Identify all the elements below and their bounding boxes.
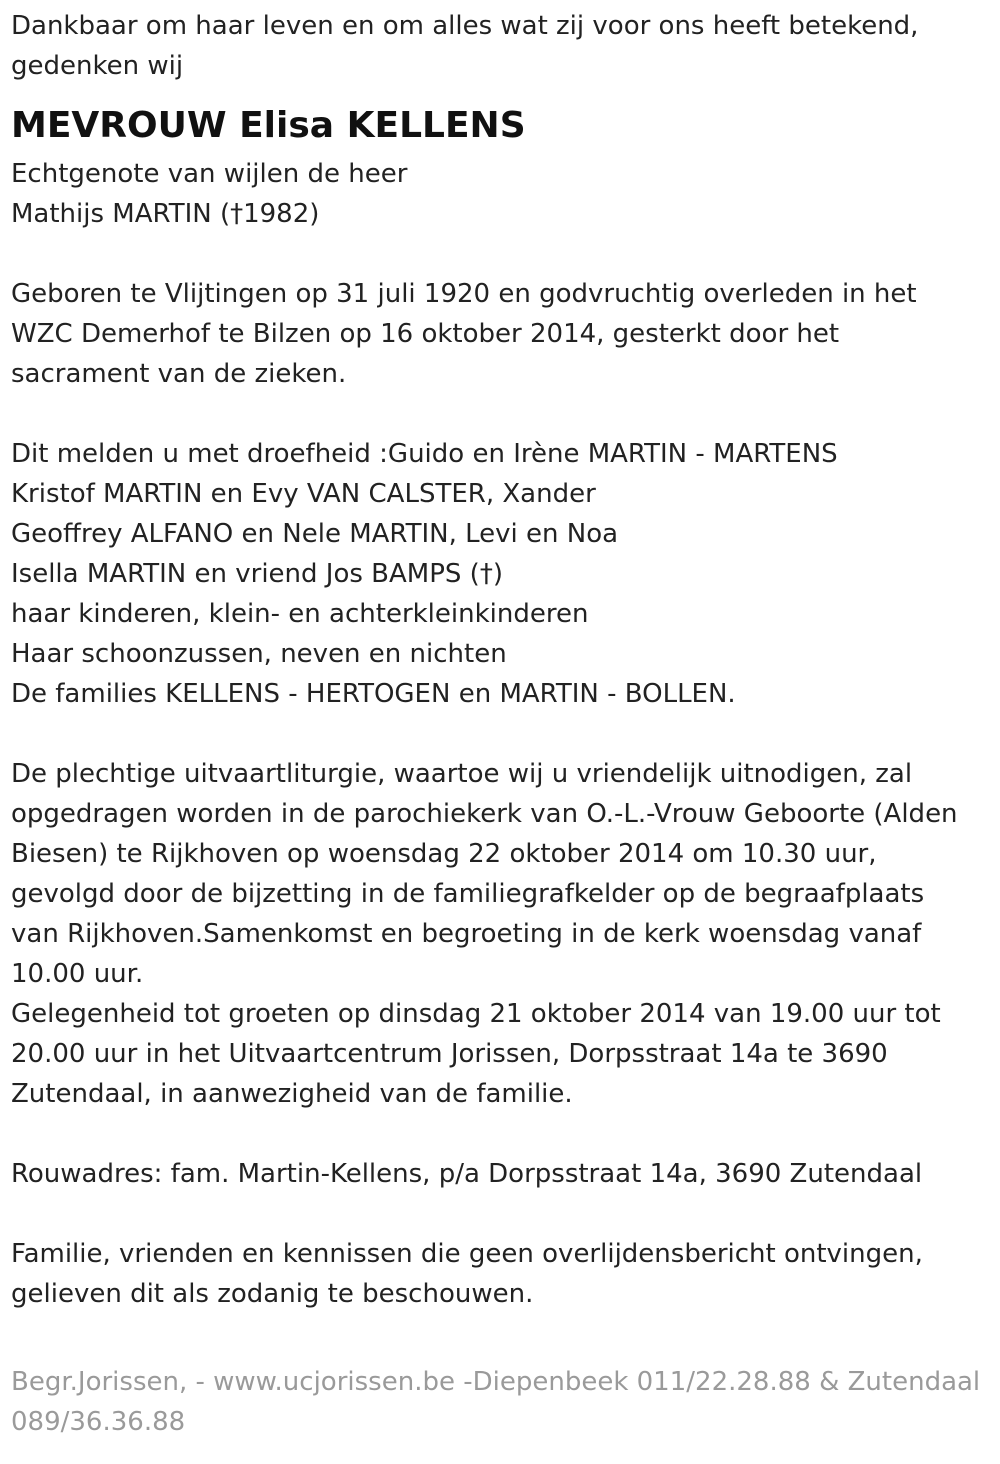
notice-line: gelieven dit als zodanig te beschouwen.: [11, 1279, 534, 1309]
birth-death-line: WZC Demerhof te Bilzen op 16 oktober 2014, gesterkt door het: [11, 319, 840, 349]
funeral-line: Gelegenheid tot groeten op dinsdag 21 oktober 2014 van 19.00 uur tot: [11, 999, 941, 1029]
spouse-line: Echtgenote van wijlen de heer: [11, 159, 408, 189]
family-text: [11, 434, 989, 714]
funeral-line: opgedragen worden in de parochiekerk van O.-L.-Vrouw Geboorte (Alden: [11, 799, 958, 829]
birth-death-text: [11, 274, 989, 394]
birth-death-line: sacrament van de zieken.: [11, 359, 347, 389]
spacer: [11, 714, 989, 754]
footer-line: Begr.Jorissen, - www.ucjorissen.be -Diepenbeek 011/22.28.88 & Zutendaal: [11, 1367, 981, 1397]
funeral-home-footer: [11, 1362, 989, 1442]
family-line: haar kinderen, klein- en achterkleinkinderen: [11, 599, 589, 629]
family-line: Haar schoonzussen, neven en nichten: [11, 639, 507, 669]
family-line: Dit melden u met droefheid :Guido en Irène MARTIN - MARTENS: [11, 439, 838, 469]
spacer: [11, 1314, 989, 1354]
notice-text: [11, 1234, 989, 1314]
spouse-line: Mathijs MARTIN (†1982): [11, 199, 320, 229]
spacer: [11, 1114, 989, 1154]
spacer: [11, 234, 989, 274]
family-line: Geoffrey ALFANO en Nele MARTIN, Levi en Noa: [11, 519, 619, 549]
birth-death-line: Geboren te Vlijtingen op 31 juli 1920 en godvruchtig overleden in het: [11, 279, 917, 309]
intro-text: [11, 6, 989, 86]
funeral-line: De plechtige uitvaartliturgie, waartoe wij u vriendelijk uitnodigen, zal: [11, 759, 913, 789]
spouse-text: [11, 154, 989, 234]
funeral-line: 10.00 uur.: [11, 959, 144, 989]
funeral-line: gevolgd door de bijzetting in de familiegrafkelder op de begraafplaats: [11, 879, 925, 909]
spacer: [11, 394, 989, 434]
family-line: Isella MARTIN en vriend Jos BAMPS (†): [11, 559, 503, 589]
obituary-document: [11, 6, 989, 1442]
funeral-line: Zutendaal, in aanwezigheid van de familie.: [11, 1079, 573, 1109]
deceased-name: MEVROUW Elisa KELLENS: [11, 105, 526, 146]
family-line: Kristof MARTIN en Evy VAN CALSTER, Xander: [11, 479, 596, 509]
family-line: De families KELLENS - HERTOGEN en MARTIN - BOLLEN.: [11, 679, 736, 709]
funeral-line: 20.00 uur in het Uitvaartcentrum Jorissen, Dorpsstraat 14a te 3690: [11, 1039, 888, 1069]
footer-line: 089/36.36.88: [11, 1407, 186, 1437]
funeral-line: van Rijkhoven.Samenkomst en begroeting in de kerk woensdag vanaf: [11, 919, 922, 949]
address-text: [11, 1154, 989, 1194]
spacer: [11, 1194, 989, 1234]
funeral-text: [11, 754, 989, 1114]
intro-line: Dankbaar om haar leven en om alles wat zij voor ons heeft betekend,: [11, 11, 919, 41]
address-line: Rouwadres: fam. Martin-Kellens, p/a Dorpsstraat 14a, 3690 Zutendaal: [11, 1159, 923, 1189]
intro-line: gedenken wij: [11, 51, 184, 81]
funeral-line: Biesen) te Rijkhoven op woensdag 22 oktober 2014 om 10.30 uur,: [11, 839, 877, 869]
notice-line: Familie, vrienden en kennissen die geen overlijdensbericht ontvingen,: [11, 1239, 923, 1269]
